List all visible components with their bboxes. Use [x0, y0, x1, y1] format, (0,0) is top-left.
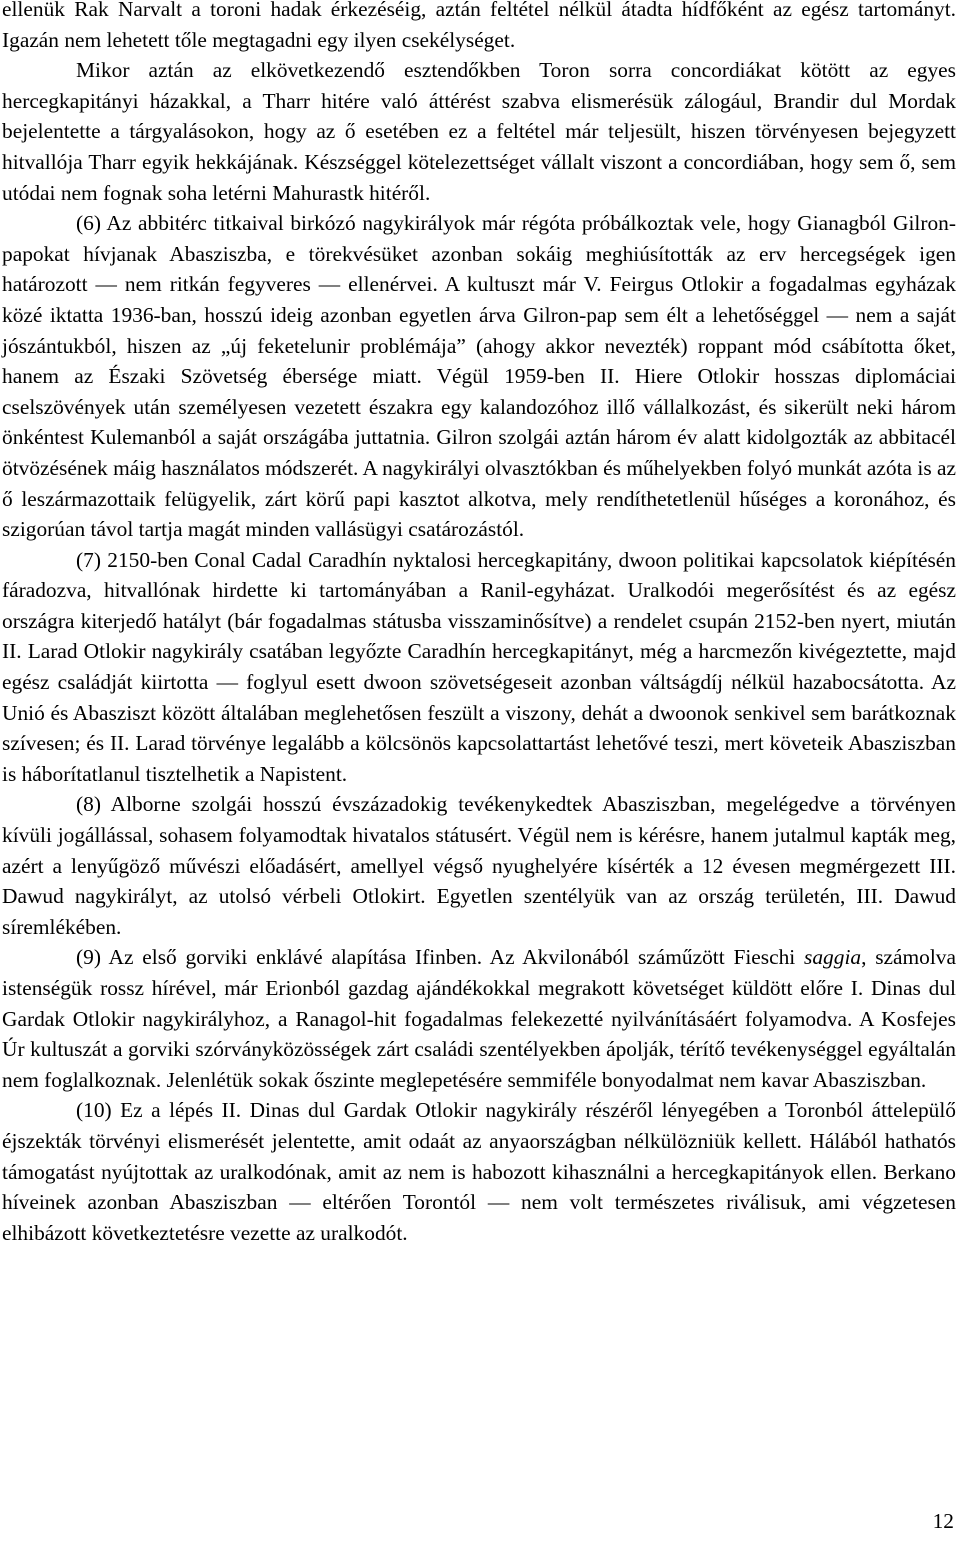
- paragraph: [2, 1095, 956, 1248]
- italic-term: saggia: [804, 945, 862, 970]
- text-run: (6) Az abbitérc titkaival birkózó nagykirályok már régóta próbálkoztak vele, hogy Gianagból Gilron-papokat hívjanak Abasziszba, e törekvésüket azonban sokáig meghiúsították az erv hercegségek igen határozott — nem ritkán fegyveres — ellenérvei. A kultuszt már V. Feirgus Otlokir a fogadalmas egyházak közé iktatta 1936-ban, hosszú ideig azonban egyetlen árva Gilron-pap sem élt a lehetőséggel — nem a saját jószántukból, hiszen az „új feketelunir problémája” (ahogy akkor nevezték) roppant mód csábította őket, hanem az Északi Szövetség ébersége miatt. Végül 1959-ben II. Hiere Otlokir hosszas diplomáciai cselszövények után személyesen vezetett északra egy kalandozóhoz illő vállalkozást, és sikerült neki három önkéntest Kulemanból a saját országába juttatnia. Gilron szolgái aztán három év alatt kidolgozták az abbitacél ötvözésének máig használatos módszerét. A nagykirályi olvasztókban és műhelyekben folyó munkát azóta is az ő leszármazottaik felügyelik, zárt körű papi kasztot alkotva, mely rendíthetetlenül hűséges a koronához, és szigorúan távol tartja magát minden vallásügyi csatározástól.: [2, 211, 956, 542]
- page-number: 12: [932, 1509, 954, 1533]
- paragraph: [2, 789, 956, 942]
- text-run: , számolva istenségük rossz hírével, már Erionból gazdag ajándékokkal megrakott követséget küldött előre I. Dinas dul Gardak Otlokir nagykirályhoz, a Ranagol-hit fogadalmas felekezetté nyilvánításáért folyamodva. A Kosfejes Úr kultuszát a gorviki szórványközösségek zárt családi szentélyekben ápolják, térítő tevékenységgel egyáltalán nem foglalkoznak. Jelenlétük sokak őszinte meglepetésére semmiféle bonyodalmat nem kavar Abasziszban.: [2, 945, 957, 1092]
- text-run: (7) 2150-ben Conal Cadal Caradhín nyktalosi hercegkapitány, dwoon politikai kapcsolatok kiépítésén fáradozva, hitvallónak hirdette ki tartományában a Ranil-egyházat. Uralkodói megerősítést és az egész országra kiterjedő hatályt (bár fogadalmas státusba visszaminősítve) a rendelet csupán 2152-ben nyert, miután II. Larad Otlokir nagykirály csatában legyőzte Caradhín hercegkapitányt, még a harcmezőn kivégeztette, majd egész családját kiirtotta — foglyul esett dwoon szövetségeseit azonban váltságdíj nélkül hazabocsátotta. Az Unió és Abasziszt között általában meglehetősen feszült a viszony, dehát a dwoonok senkivel sem barátkoznak szívesen; és II. Larad törvénye legalább a kölcsönös kapcsolattartást lehetővé teszi, mert követeik Abasziszban is háborítatlanul tisztelhetik a Napistent.: [2, 547, 956, 786]
- paragraph: [2, 55, 956, 208]
- page-body: [2, 0, 956, 1248]
- text-run: (9) Az első gorviki enklávé alapítása Ifinben. Az Akvilonából száműzött Fieschi: [76, 945, 805, 970]
- paragraph: [2, 208, 956, 545]
- text-run: Mikor aztán az elkövetkezendő esztendőkben Toron sorra concordiákat kötött az egyes hercegkapitányi házakkal, a Tharr hitére való áttérést szabva elismerésük zálogául, Brandir dul Mordak bejelentette a tárgyalásokon, hogy az ő esetében ez a feltétel már teljesült, hiszen törvényesen bejegyzett hitvallója Tharr egyik hekkájának. Készséggel kötelezettséget vállalt viszont a concordiában, hogy sem ő, sem utódai nem fognak soha letérni Mahurastk hitéről.: [2, 58, 956, 205]
- text-run: (10) Ez a lépés II. Dinas dul Gardak Otlokir nagykirály részéről lényegében a Toronból áttelepülő éjszekták törvényi elismerését jelentette, amit odaát az anyaországban nélkülözniük kellett. Hálából hathatós támogatást nyújtottak az uralkodónak, amit az nem is habozott kihasználni a hercegkapitányok ellen. Berkano híveinek azonban Abasziszban — eltérően Torontól — nem volt természetes riválisuk, ami végzetesen elhibázott következtetésre vezette az uralkodót.: [2, 1098, 956, 1245]
- text-run: (8) Alborne szolgái hosszú évszázadokig tevékenykedtek Abasziszban, megelégedve a törvényen kívüli jogállással, sohasem folyamodtak hivatalos státusért. Végül nem is kérésre, hanem jutalmul kapták meg, azért a lenyűgöző művészi előadásért, amellyel végső nyughelyére kísérték a 12 évesen megmérgezett III. Dawud nagykirályt, az utolsó vérbeli Otlokirt. Egyetlen szentélyük van az ország területén, III. Dawud síremlékében.: [2, 792, 956, 939]
- text-run: ellenük Rak Narvalt a toroni hadak érkezéséig, aztán feltétel nélkül átadta hídfőként az egész tartományt. Igazán nem lehetett tőle megtagadni egy ilyen csekélységet.: [2, 0, 956, 52]
- paragraph: [2, 942, 956, 1095]
- paragraph: [2, 545, 956, 790]
- paragraph: [2, 0, 956, 55]
